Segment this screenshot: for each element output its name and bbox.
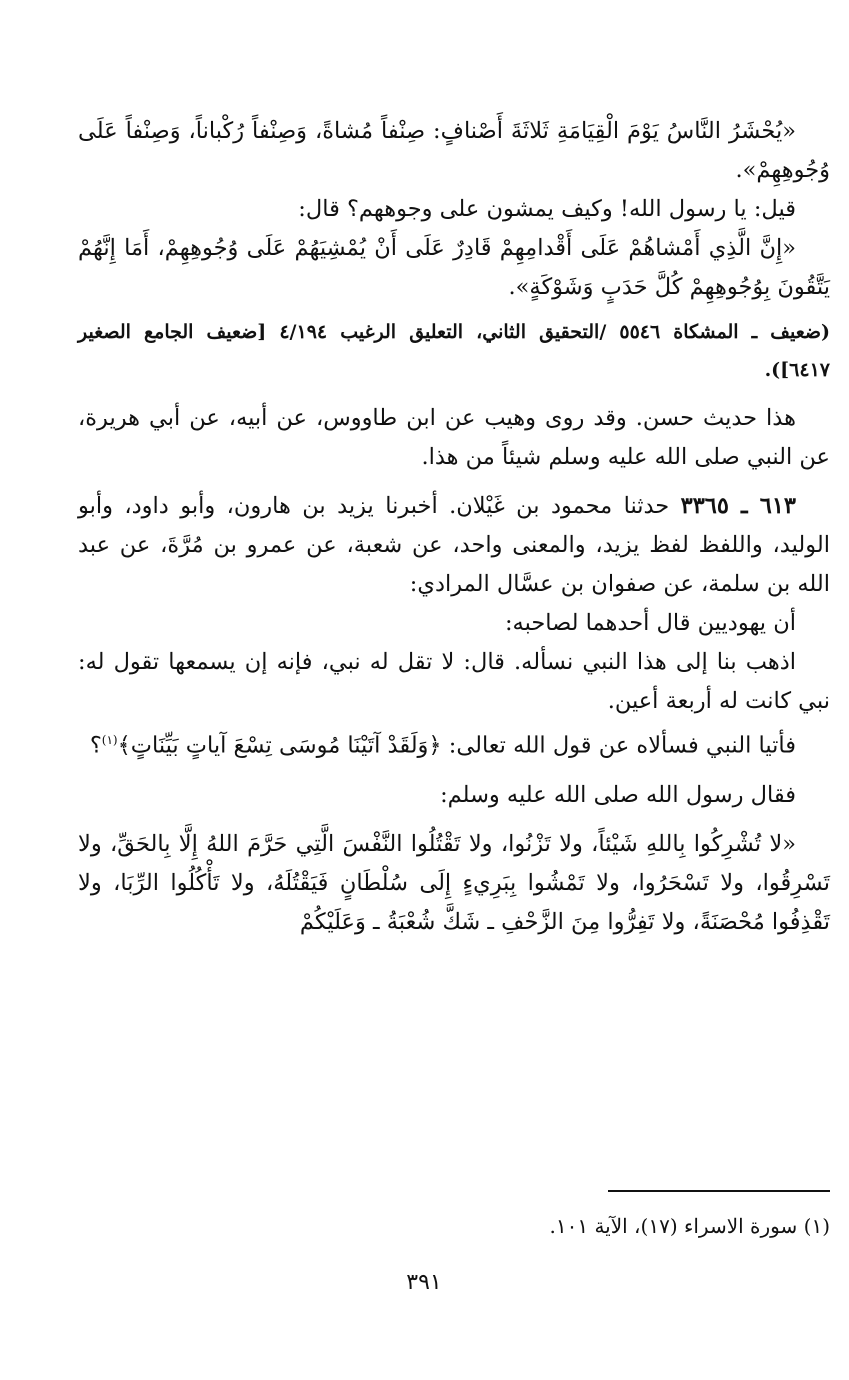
hadith-text: «يُحْشَرُ النَّاسُ يَوْمَ الْقِيَامَةِ ثَلاثَةَ أَصْنافٍ: صِنْفاً مُشاةً، وَصِنْفاً رُكْباناً، وَصِنْفاً عَلَى وُجُوهِهِمْ». <box>78 118 830 183</box>
hadith-613-isnad <box>78 487 830 604</box>
grading-note: (ضعيف ـ المشكاة ٥٥٤٦ /التحقيق الثاني، التعليق الرغيب ٤/١٩٤ [ضعيف الجامع الصغير ٦٤١٧]). <box>78 321 830 381</box>
footnote-divider <box>608 1190 830 1192</box>
quran-quote-text: فأتيا النبي فسألاه عن قول الله تعالى: ﴿وَلَقَدْ آتَيْنَا مُوسَى تِسْعَ آياتٍ بَيِّنَاتٍ﴾ <box>117 732 796 759</box>
footnote: (١) سورة الاسراء (١٧)، الآية ١٠١. <box>549 1214 830 1238</box>
narration-paragraph: فقال رسول الله صلى الله عليه وسلم: <box>440 781 796 808</box>
prophet-speech: «لا تُشْرِكُوا بِاللهِ شَيْئاً، ولا تَزْنُوا، ولا تَقْتُلُوا النَّفْسَ الَّتِي حَرَّمَ اللهُ إِلَّا بِالحَقِّ، ولا تَسْرِقُوا، ولا تَسْحَرُوا، ولا تَمْشُوا بِبَرِيءٍ إِلَى سُلْطَانٍ فَيَقْتُلَهُ، ولا تَأْكُلُوا الرِّبَا، ولا تَقْذِفُوا مُحْصَنَةً، ولا تَفِرُّوا مِنَ الزَّحْفِ ـ شَكَّ شُعْبَةُ ـ وَعَلَيْكُمْ <box>78 830 830 935</box>
main-text <box>78 112 830 942</box>
narration-paragraph <box>78 721 830 766</box>
hadith-number: ٦١٣ ـ ٣٣٦٥ <box>680 493 796 519</box>
footnote-marker: (١) <box>101 733 118 747</box>
page-number: ٣٩١ <box>406 1270 442 1295</box>
question-text: قيل: يا رسول الله! وكيف يمشون على وجوههم؟ قال: <box>298 196 796 222</box>
hadith-text: «إِنَّ الَّذِي أَمْشاهُمْ عَلَى أَقْدامِهِمْ قَادِرٌ عَلَى أَنْ يُمْشِيَهُمْ عَلَى وُجُوهِهِمْ، أَمَا إِنَّهُمْ يَتَّقُونَ بِوُجُوهِهِمْ كُلَّ حَدَبٍ وَشَوْكَةٍ». <box>78 235 830 300</box>
question-mark: ؟ <box>89 732 102 759</box>
isnad-text: حدثنا محمود بن غَيْلان. أخبرنا يزيد بن هارون، وأبو داود، وأبو الوليد، واللفظ لفظ يزيد، والمعنى واحد، عن شعبة، عن عمرو بن مُرَّةَ، عن عبد الله بن سلمة، عن صفوان بن عسَّال المرادي: <box>78 493 830 597</box>
commentary-text: هذا حديث حسن. وقد روى وهيب عن ابن طاووس، عن أبيه، عن أبي هريرة، عن النبي صلى الله عليه وسلم شيئاً من هذا. <box>78 405 830 470</box>
narration-paragraph: أن يهوديين قال أحدهما لصاحبه: <box>504 610 796 636</box>
narration-paragraph: اذهب بنا إلى هذا النبي نسأله. قال: لا تقل له نبي، فإنه إن يسمعها تقول له: نبي كانت له أربعة أعين. <box>78 649 830 714</box>
